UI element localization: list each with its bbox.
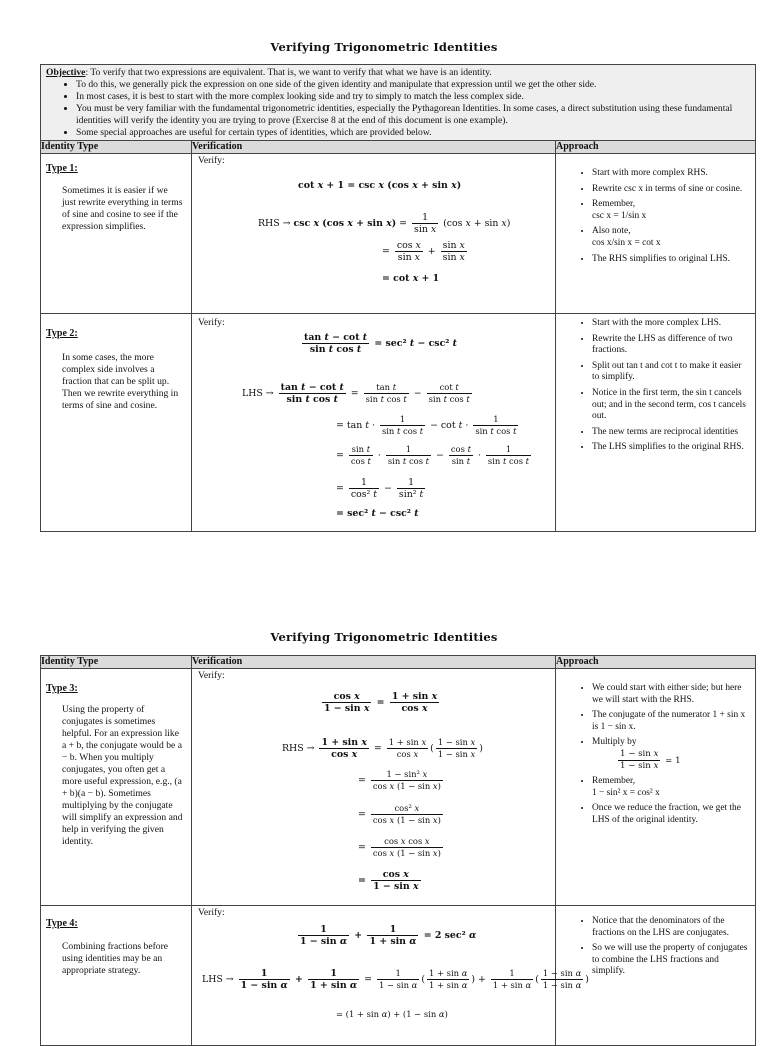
type3-identity: $\frac{\text{cos x}}{\text{1 − sin x}}$ = $\frac{\text{1 + sin x}}{\text{cos x}}$ (324, 691, 438, 714)
verify-label: Verify: (198, 907, 225, 918)
verify-label: Verify: (198, 155, 225, 166)
type2-label: Type 2: (46, 328, 78, 339)
page-title: Verifying Trigonometric Identities (270, 40, 498, 54)
type2-step2: = tan t · $\frac{1}{\text{sin t cos t}}$ − cot t · $\frac{1}{\text{sin t cos t}}$ (336, 414, 517, 436)
verify-label: Verify: (198, 670, 225, 681)
identities-table-1 (40, 64, 756, 532)
header-verification: Verification (192, 656, 556, 669)
type1-label: Type 1: (46, 163, 78, 174)
objective-list (46, 79, 750, 139)
identities-table-2 (40, 655, 756, 1046)
type2-result: = sec² t − csc² t (336, 508, 419, 519)
type3-cell (41, 669, 192, 906)
approach-item: • We could start with either side; but here we will start with the RHS. (592, 683, 749, 706)
verify-label: Verify: (198, 317, 225, 328)
approach-item: • Rewrite csc x in terms of sine or cosine. (592, 184, 749, 196)
type3-step4: = $\frac{\text{cos x cos x}}{\text{cos x (1 − sin x)}}$ (358, 836, 441, 858)
approach-item: • The new terms are reciprocal identities (592, 427, 749, 439)
type2-approach (556, 314, 756, 532)
approach-item: • Notice in the first term, the sin t cancels out; and in the second term, cos t cancels out. (592, 388, 749, 423)
type4-verification (192, 906, 589, 1046)
objective-bullet: • In most cases, it is best to start with the more complex looking side and try to simply to match the less complex side. (76, 91, 750, 103)
type3-verification (192, 669, 556, 906)
type2-verification (192, 314, 556, 532)
approach-item: • Start with more complex RHS. (592, 168, 749, 180)
approach-item: • Remember, csc x = 1/sin x (592, 199, 749, 222)
page-title-2: Verifying Trigonometric Identities (270, 630, 498, 644)
approach-item: • Start with the more complex LHS. (592, 318, 749, 330)
approach-item-text: Multiply by (592, 737, 637, 748)
type3-approach (556, 669, 756, 906)
type1-result: = cot x + 1 (382, 273, 440, 284)
header-identity-type: Identity Type (41, 141, 192, 154)
type2-step4: = $\frac{1}{\text{cos² t}}$ − $\frac{1}{\text{sin² t}}$ (336, 477, 424, 500)
type4-step2: = (1 + sin α) + (1 − sin α) (336, 1009, 448, 1019)
type2-step3: = $\frac{\text{sin t}}{\text{cos t}}$ · $\frac{1}{\text{sin t cos t}}$ − $\frac{\text{cos t}}{\text{sin t}}$ · $\frac{1}{\text{sin t cos t}}$ (336, 444, 530, 466)
approach-item: • Split out tan t and cot t to make it easier to simplify. (592, 361, 749, 384)
approach-item: • So we will use the property of conjugates to combine the LHS fractions and simplify. (592, 943, 749, 978)
objective-bullet: • You must be very familiar with the fundamental trigonometric identities, especially the Pythagorean Identities. In some cases, a direct substitution using these fundamental identities will verify the identity you are trying to prove (Exercise 8 at the end of this document is one example). (76, 103, 750, 127)
type3-step1: RHS → $\frac{\text{1 + sin x}}{\text{cos x}}$ = $\frac{\text{1 + sin x}}{\text{cos x}}$ ( $\frac{\text{1 − sin x}}{\text{1 − sin x}}$ ) (282, 737, 483, 760)
approach-item: • The conjugate of the numerator 1 + sin x is 1 − sin x. (592, 710, 749, 733)
type3-step2: = $\frac{\text{1 − sin² x}}{\text{cos x (1 − sin x)}}$ (358, 769, 441, 791)
type1-approach (556, 154, 756, 314)
type3-step3: = $\frac{\text{cos² x}}{\text{cos x (1 − sin x)}}$ (358, 803, 441, 825)
type1-cell (41, 154, 192, 314)
objective-bullet: • Some special approaches are useful for certain types of identities, which are provided below. (76, 127, 750, 139)
approach-item: • Multiply by $\frac{\text{1 − sin x}}{\text{1 − sin x}}$ = 1 (592, 737, 749, 772)
type2-identity: $\frac{\text{tan t − cot t}}{\text{sin t cos t}}$ = sec² t − csc² t (304, 332, 457, 355)
type1-identity: cot x + 1 = csc x (cos x + sin x) (298, 180, 462, 191)
type4-cell (41, 906, 192, 1046)
approach-item: • The RHS simplifies to original LHS. (592, 254, 749, 266)
header-verification: Verification (192, 141, 556, 154)
objective-label: Objective (46, 67, 86, 78)
objective-box (41, 65, 756, 141)
approach-item: • Rewrite the LHS as difference of two fractions. (592, 334, 749, 357)
type1-verification (192, 154, 556, 314)
approach-item: • The LHS simplifies to the original RHS. (592, 442, 749, 454)
type2-cell (41, 314, 192, 532)
type1-step1: RHS → csc x (cos x + sin x) = $\frac{1}{\text{sin x}}$ (cos x + sin x) (258, 212, 511, 235)
type3-result: = $\frac{\text{cos x}}{\text{1 − sin x}}$ (358, 869, 419, 892)
type2-step1: LHS → $\frac{\text{tan t − cot t}}{\text{sin t cos t}}$ = $\frac{\text{tan t}}{\text{sin t cos t}}$ − $\frac{\text{cot t}}{\text{sin t cos t}}$ (242, 382, 470, 405)
type3-label: Type 3: (46, 683, 78, 694)
type2-description: In some cases, the more complex side involves a fraction that can be split up. Then we rewrite everything in terms of sine and cosine. (62, 352, 179, 411)
objective-text: : To verify that two expressions are equivalent. That is, we want to verify that what we have is an identity. (85, 67, 492, 78)
objective-bullet: • To do this, we generally pick the expression on one side of the given identity and manipulate that expression until we get the other side. (76, 79, 750, 91)
type1-step2: = $\frac{\text{cos x}}{\text{sin x}}$ + $\frac{\text{sin x}}{\text{sin x}}$ (382, 240, 465, 263)
approach-item: • Remember, 1 − sin² x = cos² x (592, 776, 749, 799)
type1-description: Sometimes it is easier if we just rewrite everything in terms of sine and cosine to see if the expression simplifies. (62, 185, 183, 232)
type3-description: Using the property of conjugates is sometimes helpful. For an expression like a + b, the conjugate would be a − b. When you multiply conjugates, you often get a more useful expression, e.g., (a + b)(a − b). Sometimes multiplying by the conjugate will simplify an expression and help in verifying the given identity. (62, 704, 183, 847)
type4-identity: $\frac{1}{\text{1 − sin α}}$ + $\frac{1}{\text{1 + sin α}}$ = 2 sec² α (300, 924, 477, 947)
type4-description: Combining fractions before using identities may be an appropriate strategy. (62, 941, 169, 976)
header-identity-type: Identity Type (41, 656, 192, 669)
approach-item: • Notice that the denominators of the fractions on the LHS are conjugates. (592, 916, 749, 939)
type4-label: Type 4: (46, 918, 78, 929)
header-approach: Approach (556, 656, 756, 669)
approach-item: • Once we reduce the fraction, we get the LHS of the original identity. (592, 803, 749, 826)
approach-item: • Also note, cos x/sin x = cot x (592, 226, 749, 249)
type4-step1: LHS → $\frac{1}{\text{1 − sin α}}$ + $\frac{1}{\text{1 + sin α}}$ = $\frac{1}{\text{1 − sin α}}$ ( $\frac{\text{1 + sin α}}{\text{1 + sin α}}$ ) + $\frac{1}{\text{1 + sin α}}$ ( $\frac{\text{1 − sin α}}{\text{1 − sin α}}$ ) (202, 968, 589, 991)
header-approach: Approach (556, 141, 756, 154)
